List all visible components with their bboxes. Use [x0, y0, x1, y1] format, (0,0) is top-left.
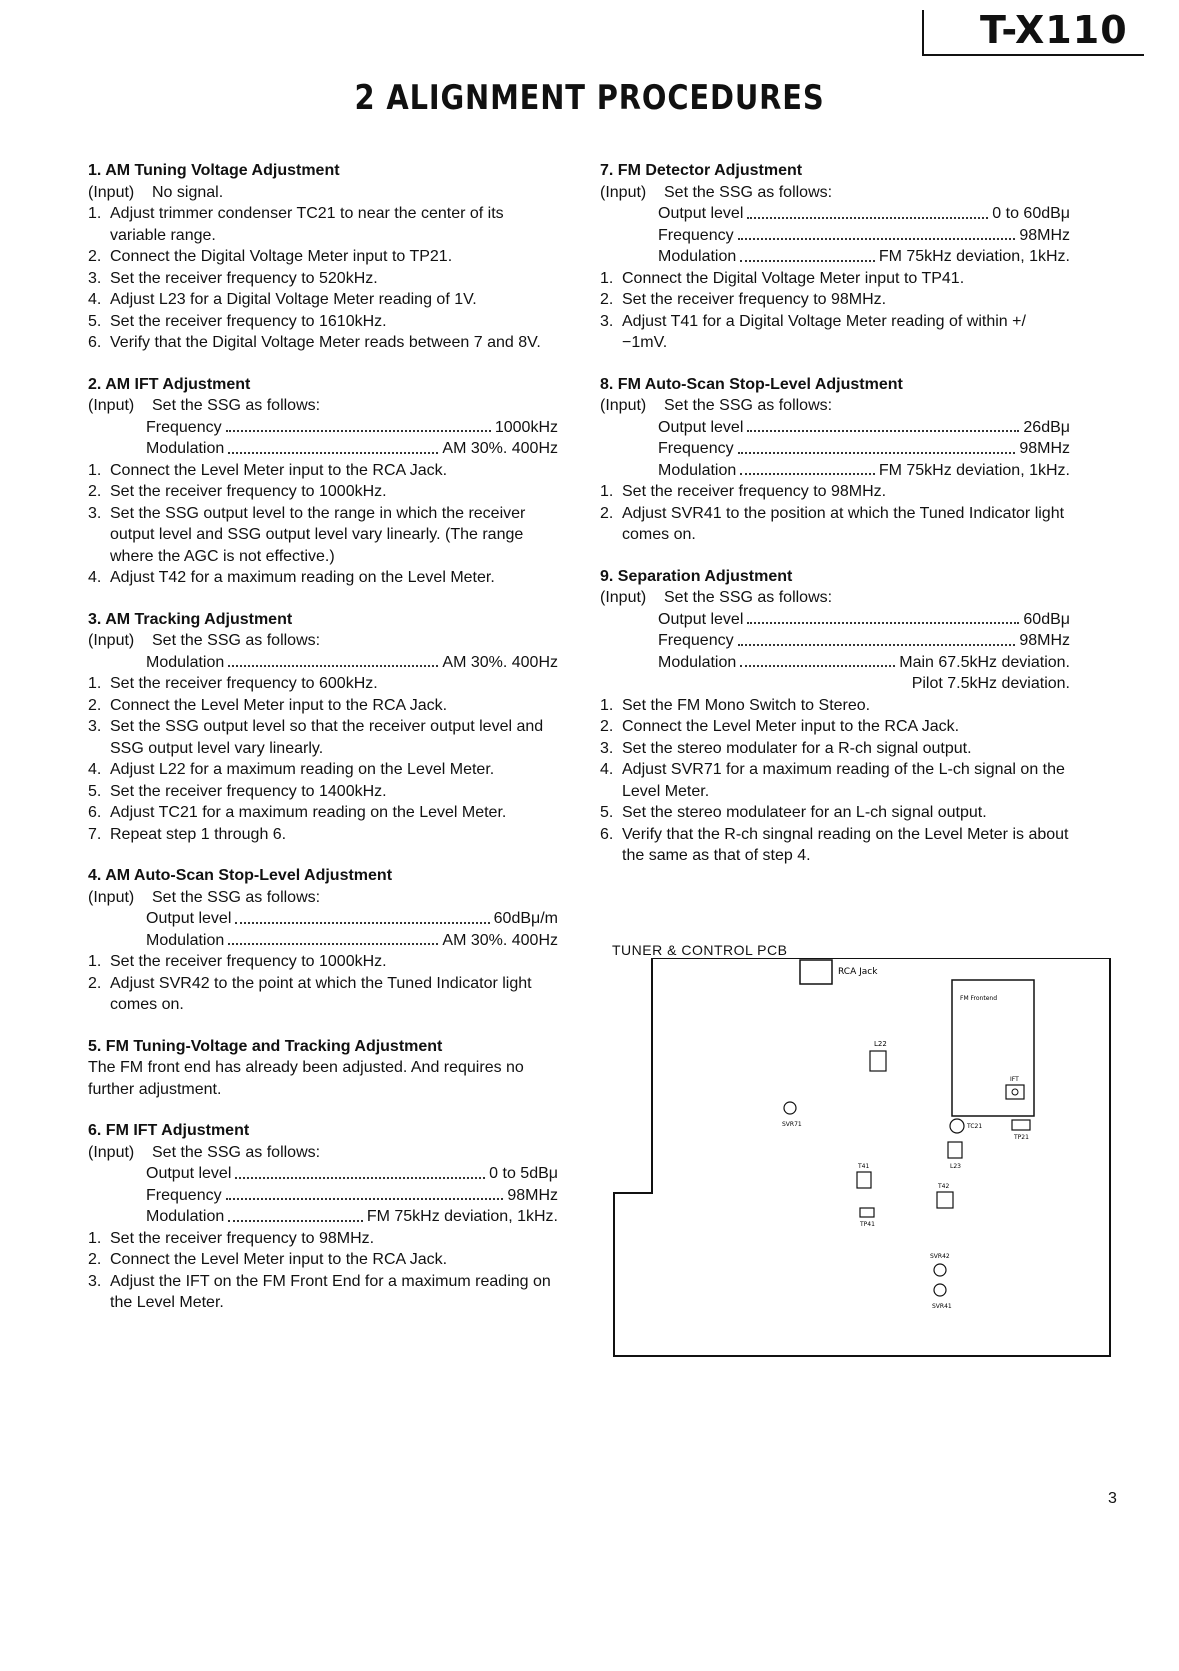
t42-symbol — [937, 1192, 953, 1208]
t41-symbol — [857, 1172, 871, 1188]
spec-label: Modulation — [146, 1208, 225, 1225]
step-number: 4. — [600, 761, 614, 778]
section — [88, 374, 558, 589]
left-column — [88, 160, 558, 1334]
spec-extra: Pilot 7.5kHz deviation. — [911, 675, 1070, 692]
pcb-diagram — [612, 958, 1112, 1358]
section-title: 7. FM Detector Adjustment — [600, 162, 803, 179]
input-tag: (Input) — [600, 589, 647, 606]
page-number: 3 — [1108, 1490, 1117, 1507]
step-number: 1. — [88, 675, 102, 692]
step-text: Set the receiver frequency to 1610kHz. — [110, 312, 387, 330]
step-text: Set the receiver frequency to 520kHz. — [110, 269, 378, 287]
section — [88, 1120, 558, 1314]
tp41-symbol — [860, 1208, 874, 1217]
tc21-label: TC21 — [967, 1123, 983, 1130]
spec-value: FM 75kHz deviation, 1kHz. — [366, 1208, 558, 1225]
step-text: Set the receiver frequency to 1000kHz. — [110, 483, 387, 500]
input-line — [88, 887, 558, 909]
step-number: 5. — [88, 782, 102, 800]
section — [600, 374, 1070, 546]
step-list — [88, 460, 558, 589]
step-list — [88, 203, 558, 354]
step-item — [88, 289, 558, 311]
spec-label: Modulation — [658, 248, 737, 265]
spec-value: 1000kHz — [494, 418, 558, 436]
step-text: Connect the Digital Voltage Meter input to TP41. — [622, 269, 965, 287]
step-item — [88, 1249, 558, 1271]
step-number: 6. — [600, 825, 614, 843]
step-text: Set the stereo modulater for a R-ch signal output. — [622, 739, 972, 757]
input-line — [88, 395, 558, 417]
step-text: Adjust SVR42 to the point at which the Tuned Indicator light comes on. — [110, 974, 532, 1013]
spec-value: AM 30%. 400Hz — [442, 653, 558, 671]
step-text: Adjust L22 for a maximum reading on the Level Meter. — [110, 761, 495, 778]
input-line — [88, 630, 558, 652]
step-text: Set the receiver frequency to 1000kHz. — [110, 953, 387, 970]
page-title: 2 ALIGNMENT PROCEDURES — [354, 78, 825, 118]
step-text: Set the receiver frequency to 1400kHz. — [110, 782, 387, 800]
step-number: 2. — [88, 974, 102, 992]
section-title: 9. Separation Adjustment — [600, 567, 793, 585]
step-item — [600, 695, 1070, 717]
input-text: Set the SSG as follows: — [152, 397, 321, 414]
step-number: 4. — [88, 569, 102, 586]
step-list — [88, 1228, 558, 1314]
step-text: Connect the Level Meter input to the RCA Jack. — [110, 461, 448, 479]
input-text: Set the SSG as follows: — [152, 632, 321, 649]
spec-label: Frequency — [658, 632, 734, 649]
step-item — [88, 673, 558, 695]
input-tag: (Input) — [600, 183, 647, 201]
input-text: No signal. — [152, 183, 224, 201]
spec-value: 26dBμ — [1023, 418, 1070, 436]
spec-label: Modulation — [146, 653, 225, 671]
leader-dots — [226, 1185, 504, 1201]
section-title: 1. AM Tuning Voltage Adjustment — [88, 162, 340, 179]
svr41-label: SVR41 — [932, 1303, 952, 1310]
step-list — [600, 268, 1070, 354]
input-line — [600, 395, 1070, 417]
spec-value: Main 67.5kHz deviation. — [899, 653, 1070, 671]
section-title: 3. AM Tracking Adjustment — [88, 610, 293, 628]
section — [88, 1036, 558, 1101]
step-item — [88, 716, 558, 759]
step-number: 3. — [88, 718, 102, 735]
ift-label: IFT — [1010, 1076, 1019, 1083]
model-number: T-X110 — [980, 8, 1128, 52]
step-number: 1. — [88, 1229, 102, 1247]
section-text: The FM front end has already been adjusted. And requires no further adjustment. — [88, 1059, 524, 1098]
step-text: Set the SSG output level so that the receiver output level and SSG output level vary linearly. — [110, 718, 544, 757]
step-text: Adjust L23 for a Digital Voltage Meter reading of 1V. — [110, 291, 477, 308]
step-number: 1. — [88, 461, 102, 479]
spec-row — [146, 930, 558, 952]
svr71-label: SVR71 — [782, 1121, 802, 1128]
spec-value: 0 to 5dBμ — [489, 1165, 558, 1182]
svr41-symbol — [934, 1284, 946, 1296]
step-text: Adjust the IFT on the FM Front End for a maximum reading on the Level Meter. — [110, 1272, 551, 1311]
spec-label: Frequency — [658, 440, 734, 457]
spec-label: Modulation — [658, 461, 737, 479]
spec-label: Modulation — [146, 440, 225, 457]
spec-value: FM 75kHz deviation, 1kHz. — [878, 248, 1070, 265]
step-number: 1. — [88, 953, 102, 970]
step-text: Verify that the Digital Voltage Meter reads between 7 and 8V. — [110, 334, 541, 351]
step-text: Set the FM Mono Switch to Stereo. — [622, 696, 871, 714]
spec-row — [146, 417, 558, 439]
spec-label: Output level — [658, 205, 744, 222]
step-item — [88, 951, 558, 973]
spec-label: Output level — [658, 610, 744, 628]
step-item — [88, 203, 558, 246]
step-text: Connect the Level Meter input to the RCA Jack. — [110, 1251, 448, 1268]
step-item — [600, 824, 1070, 867]
section-title: 8. FM Auto-Scan Stop-Level Adjustment — [600, 375, 903, 393]
step-number: 2. — [600, 718, 614, 735]
tp21-symbol — [1012, 1120, 1030, 1130]
fm-frontend-label: FM Frontend — [960, 995, 998, 1002]
step-number: 3. — [88, 269, 102, 287]
step-number: 3. — [600, 739, 614, 757]
step-text: Adjust TC21 for a maximum reading on the Level Meter. — [110, 804, 507, 821]
leader-dots — [747, 609, 1019, 625]
step-item — [600, 759, 1070, 802]
spec-row — [658, 417, 1070, 439]
step-number: 3. — [88, 1272, 102, 1290]
pcb-outline — [614, 958, 1110, 1356]
input-tag: (Input) — [88, 397, 135, 414]
step-item — [600, 716, 1070, 738]
section-title: 2. AM IFT Adjustment — [88, 375, 251, 393]
ift-symbol — [1006, 1085, 1024, 1099]
spec-row — [146, 652, 558, 674]
t42-label: T42 — [938, 1183, 950, 1190]
leader-dots — [228, 438, 438, 454]
leader-dots — [740, 460, 875, 476]
input-text: Set the SSG as follows: — [664, 397, 833, 414]
step-item — [88, 332, 558, 354]
spec-row — [658, 652, 1070, 674]
step-number: 5. — [88, 312, 102, 330]
step-item — [88, 695, 558, 717]
leader-dots — [738, 630, 1016, 646]
input-text: Set the SSG as follows: — [664, 183, 833, 201]
spec-value: 98MHz — [1019, 226, 1070, 244]
spec-row — [146, 438, 558, 460]
leader-dots — [228, 1206, 363, 1222]
spec-value: 98MHz — [1019, 440, 1070, 457]
section-title: 5. FM Tuning-Voltage and Tracking Adjustment — [88, 1037, 443, 1055]
spec-label: Modulation — [658, 653, 737, 671]
step-item — [88, 1228, 558, 1250]
step-list — [88, 951, 558, 1016]
leader-dots — [747, 203, 988, 219]
right-column — [600, 160, 1070, 887]
step-text: Repeat step 1 through 6. — [110, 825, 287, 843]
l22-label: L22 — [874, 1040, 887, 1048]
step-item — [88, 481, 558, 503]
step-number: 7. — [88, 825, 102, 843]
step-item — [600, 802, 1070, 824]
step-text: Set the SSG output level to the range in which the receiver output level and SSG output level vary linearly. (The range where the AGC is not effective.) — [110, 504, 526, 565]
input-text: Set the SSG as follows: — [664, 589, 833, 606]
step-item — [88, 460, 558, 482]
step-text: Adjust T42 for a maximum reading on the Level Meter. — [110, 569, 495, 586]
spec-row — [146, 1163, 558, 1185]
section — [600, 566, 1070, 867]
step-text: Adjust SVR71 for a maximum reading of the L-ch signal on the Level Meter. — [622, 761, 1065, 800]
step-list — [600, 695, 1070, 867]
step-number: 4. — [88, 761, 102, 778]
svr42-label: SVR42 — [930, 1253, 950, 1260]
input-tag: (Input) — [88, 1143, 135, 1161]
step-item — [88, 759, 558, 781]
step-text: Verify that the R-ch singnal reading on the Level Meter is about the same as that of step 4. — [622, 825, 1069, 864]
spec-row — [658, 203, 1070, 225]
step-item — [88, 781, 558, 803]
spec-label: Frequency — [146, 1186, 222, 1204]
spec-label: Output level — [146, 1165, 232, 1182]
leader-dots — [738, 225, 1016, 241]
spec-row — [658, 609, 1070, 631]
step-number: 2. — [600, 291, 614, 308]
step-item — [600, 311, 1070, 354]
svr71-symbol — [784, 1102, 796, 1114]
step-item — [600, 289, 1070, 311]
spec-row — [658, 438, 1070, 460]
l23-symbol — [948, 1142, 962, 1158]
leader-dots — [226, 417, 491, 433]
t41-label: T41 — [858, 1163, 870, 1170]
step-number: 2. — [88, 1251, 102, 1268]
leader-dots — [235, 908, 489, 924]
spec-row — [658, 630, 1070, 652]
step-text: Connect the Level Meter input to the RCA Jack. — [622, 718, 960, 735]
spec-value: 0 to 60dBμ — [992, 205, 1070, 222]
step-item — [88, 567, 558, 589]
spec-label: Frequency — [146, 418, 222, 436]
input-line — [600, 182, 1070, 204]
step-number: 5. — [600, 804, 614, 821]
rca-jack-symbol — [800, 960, 832, 984]
step-number: 3. — [88, 504, 102, 522]
step-item — [600, 481, 1070, 503]
step-number: 1. — [600, 696, 614, 714]
tp41-label: TP41 — [860, 1221, 875, 1228]
step-item — [88, 311, 558, 333]
section — [88, 609, 558, 846]
step-number: 2. — [600, 504, 614, 522]
step-number: 2. — [88, 696, 102, 714]
spec-row — [658, 460, 1070, 482]
step-text: Set the receiver frequency to 600kHz. — [110, 675, 378, 692]
step-item — [88, 973, 558, 1016]
leader-dots — [235, 1163, 485, 1179]
step-item — [88, 802, 558, 824]
spec-value: 60dBμ/m — [493, 910, 558, 927]
step-number: 6. — [88, 334, 102, 351]
step-item — [600, 738, 1070, 760]
step-text: Set the receiver frequency to 98MHz. — [622, 483, 887, 500]
section-title: 4. AM Auto-Scan Stop-Level Adjustment — [88, 867, 393, 884]
l23-label: L23 — [950, 1163, 961, 1170]
input-tag: (Input) — [88, 183, 135, 201]
spec-value: 98MHz — [507, 1186, 558, 1204]
section — [600, 160, 1070, 354]
spec-label: Output level — [658, 418, 744, 436]
step-text: Set the stereo modulateer for an L-ch signal output. — [622, 804, 987, 821]
tc21-symbol — [950, 1119, 964, 1133]
input-tag: (Input) — [88, 632, 135, 649]
spec-row — [146, 1206, 558, 1228]
pcb-title: TUNER & CONTROL PCB — [612, 942, 788, 958]
step-item — [88, 246, 558, 268]
step-item — [88, 1271, 558, 1314]
input-line — [88, 182, 558, 204]
spec-label: Frequency — [658, 226, 734, 244]
step-item — [600, 268, 1070, 290]
step-number: 1. — [600, 483, 614, 500]
input-text: Set the SSG as follows: — [152, 1143, 321, 1161]
step-number: 1. — [600, 269, 614, 287]
spec-value: 98MHz — [1019, 632, 1070, 649]
step-text: Adjust trimmer condenser TC21 to near the center of its variable range. — [110, 205, 504, 244]
step-item — [88, 503, 558, 568]
input-tag: (Input) — [88, 888, 135, 906]
step-number: 2. — [88, 248, 102, 265]
step-text: Connect the Level Meter input to the RCA Jack. — [110, 696, 448, 714]
l22-symbol — [870, 1051, 886, 1071]
section — [88, 865, 558, 1016]
leader-dots — [740, 652, 895, 668]
step-number: 3. — [600, 312, 614, 330]
spec-value: AM 30%. 400Hz — [442, 440, 558, 457]
spec-label: Output level — [146, 910, 232, 927]
step-list — [88, 673, 558, 845]
step-item — [600, 503, 1070, 546]
section-title: 6. FM IFT Adjustment — [88, 1122, 250, 1139]
spec-value: 60dBμ — [1023, 610, 1070, 628]
leader-dots — [228, 652, 438, 668]
section — [88, 160, 558, 354]
leader-dots — [738, 438, 1016, 454]
step-number: 6. — [88, 804, 102, 821]
step-item — [88, 268, 558, 290]
step-text: Adjust SVR41 to the position at which the Tuned Indicator light comes on. — [622, 504, 1065, 543]
tp21-label: TP21 — [1014, 1134, 1029, 1141]
spec-row — [658, 246, 1070, 268]
step-list — [600, 481, 1070, 546]
step-text: Set the receiver frequency to 98MHz. — [622, 291, 887, 308]
ift-core — [1012, 1089, 1018, 1095]
input-line — [88, 1142, 558, 1164]
leader-dots — [740, 246, 875, 262]
step-item — [88, 824, 558, 846]
step-text: Connect the Digital Voltage Meter input to TP21. — [110, 248, 453, 265]
svr42-symbol — [934, 1264, 946, 1276]
spec-value: FM 75kHz deviation, 1kHz. — [878, 461, 1070, 479]
input-line — [600, 587, 1070, 609]
rca-jack-label: RCA Jack — [838, 967, 878, 977]
spec-value: AM 30%. 400Hz — [442, 931, 558, 949]
input-text: Set the SSG as follows: — [152, 888, 321, 906]
spec-row — [146, 908, 558, 930]
input-tag: (Input) — [600, 397, 647, 414]
spec-row — [146, 1185, 558, 1207]
step-text: Set the receiver frequency to 98MHz. — [110, 1229, 375, 1247]
leader-dots — [228, 930, 438, 946]
spec-label: Modulation — [146, 931, 225, 949]
leader-dots — [747, 417, 1019, 433]
step-text: Adjust T41 for a Digital Voltage Meter reading of within +/−1mV. — [622, 312, 1026, 351]
step-number: 4. — [88, 291, 102, 308]
spec-row — [658, 225, 1070, 247]
step-number: 2. — [88, 483, 102, 500]
step-number: 1. — [88, 205, 102, 222]
